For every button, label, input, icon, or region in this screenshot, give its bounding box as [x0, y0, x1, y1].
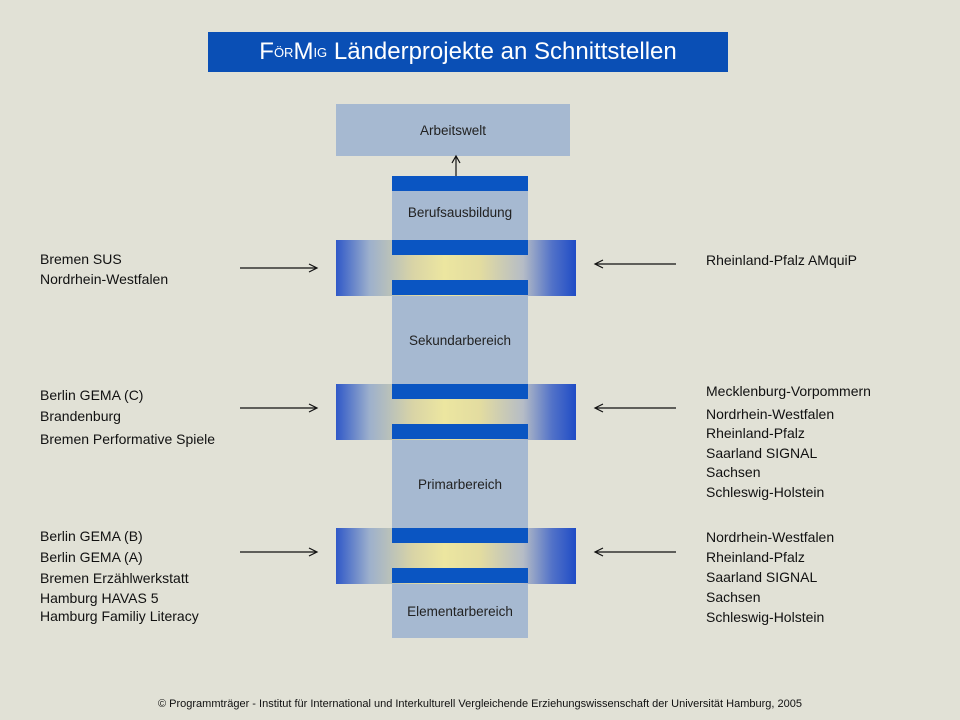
right-middle-item: Mecklenburg-Vorpommern	[706, 383, 871, 399]
title-prefix-m: M	[293, 38, 314, 65]
left-bottom-item: Berlin GEMA (B)	[40, 528, 143, 544]
right-middle-item: Schleswig-Holstein	[706, 483, 825, 500]
elementarbereich-label: Elementarbereich	[407, 604, 513, 619]
right-bottom-item: Saarland SIGNAL	[706, 569, 818, 585]
right-arrow-2	[595, 404, 676, 412]
right-middle-item: Saarland SIGNAL	[706, 444, 818, 461]
right-group-middle	[706, 382, 871, 502]
right-arrow-1	[595, 260, 676, 268]
left-group-bottom	[40, 526, 199, 626]
right-bottom-item: Sachsen	[706, 589, 761, 605]
left-group-middle	[40, 385, 215, 450]
berufsausbildung-label: Berufsausbildung	[407, 205, 513, 220]
right-middle-item: Nordrhein-Westfalen	[706, 405, 835, 422]
right-bottom-item: Nordrhein-Westfalen	[706, 529, 835, 545]
left-middle-item: Bremen Performative Spiele	[40, 431, 216, 447]
left-top-item: Bremen SUS	[40, 251, 122, 267]
title-prefix-f: F	[259, 38, 274, 65]
left-arrow-2	[240, 404, 317, 412]
left-top-item: Nordrhein-Westfalen	[40, 271, 169, 287]
left-bottom-item: Bremen Erzählwerkstatt	[40, 570, 189, 586]
right-bottom-item: Schleswig-Holstein	[706, 609, 825, 625]
right-group-bottom	[706, 527, 834, 627]
title-prefix-oer: ÖR	[273, 44, 294, 60]
footer-credit: © Programmträger - Institut für International und Interkulturell Vergleichende Erziehungswissenschaft der Universität Hamburg, 2005	[158, 698, 802, 710]
left-bottom-item: Berlin GEMA (A)	[40, 549, 143, 565]
title-main: Länderprojekte an Schnittstellen	[327, 38, 677, 65]
left-middle-item: Berlin GEMA (C)	[40, 387, 144, 403]
left-bottom-item: Hamburg HAVAS 5	[40, 590, 159, 606]
right-group-top	[706, 250, 857, 270]
arbeitswelt-label: Arbeitswelt	[419, 122, 487, 138]
left-middle-item: Brandenburg	[40, 408, 121, 424]
left-arrow-3	[240, 548, 317, 556]
right-arrow-3	[595, 548, 676, 556]
right-middle-item: Rheinland-Pfalz	[706, 425, 805, 441]
title-prefix-ig: IG	[313, 44, 328, 60]
left-bottom-item: Hamburg Familiy Literacy	[40, 608, 199, 624]
left-group-top	[40, 249, 168, 289]
sekundarbereich-label: Sekundarbereich	[408, 333, 512, 348]
right-bottom-item: Rheinland-Pfalz	[706, 549, 805, 565]
primarbereich-label: Primarbereich	[417, 477, 503, 492]
right-top-item: Rheinland-Pfalz AMquiP	[706, 252, 857, 268]
right-middle-item: Sachsen	[706, 464, 761, 480]
left-arrow-1	[240, 264, 317, 272]
